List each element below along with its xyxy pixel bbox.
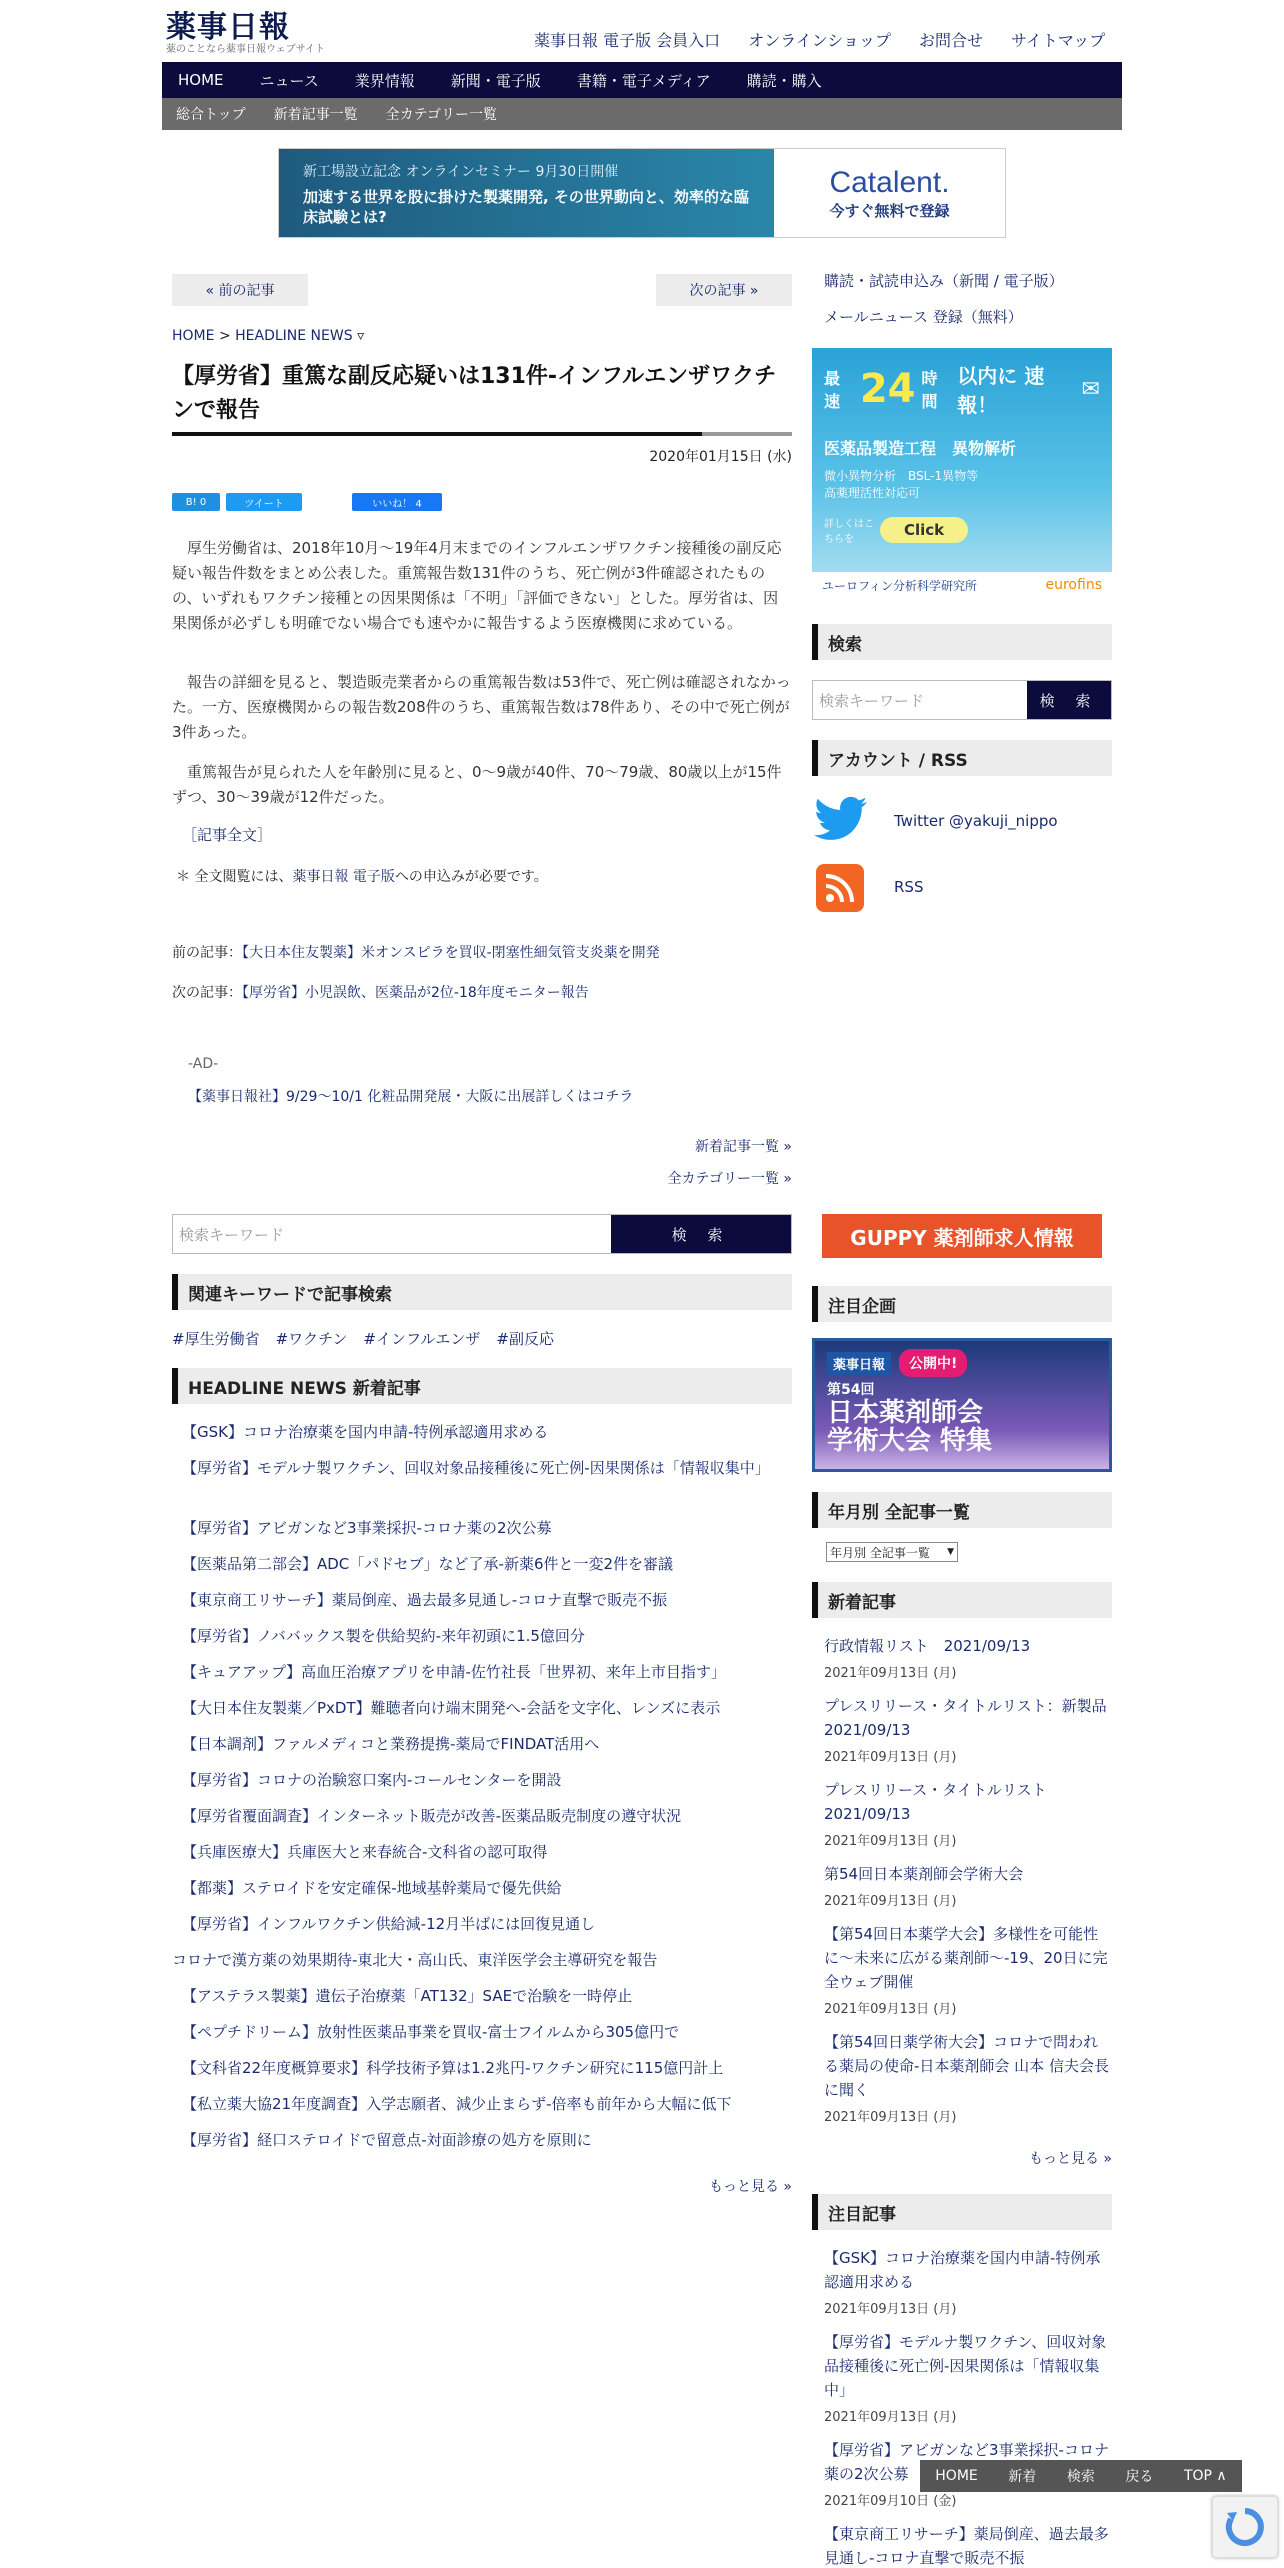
keyword-tags (172, 1328, 554, 1349)
breadcrumb-caret-icon[interactable]: ▿ (357, 328, 365, 344)
next-article-row (172, 982, 589, 1002)
side-search-button[interactable]: 検 索 (1027, 681, 1111, 719)
ad24-footer (812, 572, 1112, 598)
ad24-number: 24 (859, 366, 916, 412)
archive-heading: 年月別 全記事一覧 (812, 1492, 1112, 1528)
top-link-contact[interactable]: お問合せ (919, 31, 984, 50)
side-new-date: 2021年09月13日 (月) (824, 1894, 957, 1909)
article-paragraph-3: 重篤報告が見られた人を年齢別に見ると、0～9歳が40件、70～79歳、80歳以上が15件ずつ、30～39歳が12件だった。 (172, 763, 782, 806)
side-new-date: 2021年09月13日 (月) (824, 2002, 957, 2017)
nav-news[interactable]: ニュース (259, 71, 319, 90)
headline-item[interactable]: 【ペプチドリーム】放射性医薬品事業を買収-富士フイルムから305億円で (182, 2023, 680, 2041)
prev-article-button[interactable]: « 前の記事 (172, 274, 308, 306)
breadcrumb (172, 328, 364, 344)
ad24-click-pre: 詳しくはこちらを (824, 519, 874, 545)
headline-item[interactable]: 【都薬】ステロイドを安定確保-地域基幹薬局で優先供給 (182, 1879, 562, 1897)
side-pick-date: 2021年09月13日 (月) (824, 2410, 957, 2425)
headline-item[interactable]: 【厚労省】モデルナ製ワクチン、回収対象品接種後に死亡例-因果関係は「情報収集中」 (182, 1459, 770, 1477)
nav-home[interactable]: HOME (178, 71, 224, 89)
side-new-item[interactable]: プレスリリース・タイトルリスト：新製品 2021/09/13 (824, 1697, 1122, 1739)
headline-item[interactable]: 【厚労省覆面調査】インターネット販売が改善-医薬品販売制度の遵守状況 (182, 1807, 682, 1825)
nav-subscribe[interactable]: 購読・購入 (746, 71, 822, 90)
tweet-button[interactable]: ツイート (226, 493, 302, 511)
breadcrumb-category[interactable]: HEADLINE NEWS (235, 328, 353, 344)
recaptcha-icon (1213, 2497, 1277, 2557)
side-search-input[interactable]: 検索キーワード (819, 691, 925, 710)
side-new-item[interactable]: 行政情報リスト 2021/09/13 (824, 1637, 1031, 1655)
feature-ad-top (827, 1349, 1097, 1377)
twitter-icon[interactable] (814, 796, 868, 846)
side-new-date: 2021年09月13日 (月) (824, 2110, 957, 2125)
tag-side-effect[interactable]: #副反応 (496, 1330, 554, 1348)
article-title: 【厚労省】重篤な副反応疑いは131件-インフルエンザワクチンで報告 (172, 364, 777, 423)
recaptcha-badge[interactable] (1212, 2496, 1278, 2558)
banner-cta: 今すぐ無料で登録 (829, 201, 950, 220)
ad24-headline (824, 360, 1100, 418)
feature-ad-l3: 日本薬剤師会 (827, 1398, 984, 1428)
eurofins-ad[interactable] (812, 348, 1112, 598)
full-article-link[interactable]: ［記事全文］ (182, 826, 273, 844)
rss-icon[interactable] (816, 864, 864, 912)
tag-influenza[interactable]: #インフルエンザ (363, 1330, 481, 1348)
banner-line2: 加速する世界を股に掛けた製薬開発, その世界動向と、効率的な臨床試験とは? (303, 188, 749, 226)
side-new-item[interactable]: プレスリリース・タイトルリスト 2021/09/13 (824, 1781, 1062, 1823)
ad-label: -AD- (188, 1056, 219, 1072)
side-new-date: 2021年09月13日 (月) (824, 1750, 957, 1765)
side-search-form (812, 680, 1112, 720)
side-new-item[interactable]: 【第54回日本薬学大会】多様性を可能性に～未来に広がる薬剤師～-19、20日に完全ウェブ開催 (824, 1925, 1108, 1991)
headline-item[interactable]: コロナで漢方薬の効果期待-東北大・高山氏、東洋医学会主導研究を報告 (172, 1951, 658, 1969)
digital-edition-link[interactable]: 薬事日報 電子版 (292, 869, 395, 885)
archive-select[interactable] (826, 1542, 958, 1562)
headline-item[interactable]: 【私立薬大協21年度調査】入学志願者、減少止まらず-倍率も前年から大幅に低下 (182, 2095, 732, 2113)
seminar-banner[interactable] (278, 148, 1006, 238)
headline-item[interactable]: 【キュアアップ】高血圧治療アプリを申請-佐竹社長「世界初、来年上市目指す」 (182, 1663, 726, 1681)
banner-brand (774, 149, 1005, 237)
all-categories-link[interactable]: 全カテゴリー一覧 » (667, 1171, 792, 1187)
main-search-input[interactable]: 検索キーワード (179, 1225, 285, 1244)
feature-ad[interactable] (812, 1338, 1112, 1472)
feature-ad-l2: 第54回 (827, 1382, 875, 1398)
subnav-top[interactable]: 総合トップ (176, 107, 246, 123)
side-pick-item[interactable]: 【GSK】コロナ治療薬を国内申請-特例承認適用求める (824, 2249, 1101, 2291)
headline-item[interactable]: 【文科省22年度概算要求】科学技術予算は1.2兆円-ワクチン研究に115億円計上 (182, 2059, 724, 2077)
note-pre: ＊ 全文閲覧には、 (176, 869, 293, 885)
article-date: 2020年01月15日 (水) (649, 449, 792, 465)
main-search-form (172, 1214, 792, 1254)
headline-item[interactable]: 【兵庫医療大】兵庫医大と来春統合-文科省の認可取得 (182, 1843, 548, 1861)
ad-link[interactable]: 【薬事日報社】9/29～10/1 化粧品開発展・大阪に出展詳しくはコチラ (188, 1089, 634, 1105)
floating-nav-bar (920, 2460, 1242, 2492)
headline-more-link[interactable]: もっと見る » (708, 2179, 792, 2195)
headline-item[interactable]: 【日本調剤】ファルメディコと業務提携-薬局でFINDAT活用へ (182, 1735, 600, 1753)
envelope-icon: ✉ (1081, 376, 1100, 402)
side-new-item[interactable]: 【第54回日薬学術大会】コロナで問われる薬局の使命-日本薬剤師会 山本 信夫会長に聞く (824, 2033, 1109, 2099)
rss-link[interactable]: RSS (894, 878, 924, 896)
ad24-pre: 最速 (824, 369, 841, 411)
subscription-note (176, 866, 548, 886)
banner-text (279, 149, 774, 237)
feature-ad-badge: 公開中! (899, 1349, 967, 1377)
ad24-post: 以内に 速報！ (957, 364, 1045, 417)
banner-line1: 新工場設立記念 オンラインセミナー 9月30日開催 (303, 164, 619, 180)
headline-item[interactable]: 【GSK】コロナ治療薬を国内申請-特例承認適用求める (182, 1423, 549, 1441)
headline-news-heading: HEADLINE NEWS 新着記事 (172, 1368, 792, 1404)
side-pick-date: 2021年09月10日 (金) (824, 2494, 957, 2509)
feature-ad-l1: 薬事日報 (827, 1352, 891, 1375)
ad24-line1: 医薬品製造工程 異物解析 (824, 439, 1017, 458)
archive-select-value: 年月別 全記事一覧 (830, 1545, 930, 1560)
float-search[interactable]: 検索 (1066, 2469, 1095, 2485)
tag-vaccine[interactable]: #ワクチン (275, 1330, 348, 1348)
side-pick-item[interactable]: 【厚労省】アビガンなど3事業採択-コロナ薬の2次公募 (824, 2441, 1109, 2483)
account-rss-heading: アカウント / RSS (812, 740, 1112, 776)
next-label: 次の記事： (172, 985, 242, 1001)
article-paragraph-1: 厚生労働省は、2018年10月～19年4月末までのインフルエンザワクチン接種後の副反応疑い報告件数をまとめ公表した。重篤報告数131件のうち、死亡例が3件確認されたものの、いずれもワクチン接種との因果関係は「不明」「評価できない」とした。厚労省は、因果関係が必ずしも明確でない場合でも速やかに報告するよう医療機関に求めている。 (172, 539, 782, 632)
nav-books[interactable]: 書籍・電子メディア (576, 71, 711, 90)
hatena-bookmark-button[interactable]: B! 0 (172, 493, 220, 511)
headline-item[interactable]: 【厚労省】アビガンなど3事業採択-コロナ薬の2次公募 (182, 1519, 552, 1537)
ad24-unit: 時間 (921, 369, 938, 411)
next-article-button[interactable]: 次の記事 » (656, 274, 792, 306)
article-paragraph-2: 報告の詳細を見ると、製造販売業者からの重篤報告数は53件で、死亡例は確認されなかった。一方、医療機関からの報告数208件のうち、重篤報告数は78件あり、その中で死亡例が3件あった。 (172, 673, 791, 741)
side-pick-item[interactable]: 【東京商工リサーチ】薬局倒産、過去最多見通し-コロナ直撃で販売不振 (824, 2525, 1109, 2567)
site-logo[interactable]: 薬事日報 (166, 10, 290, 45)
ad24-click-button[interactable]: Click (880, 517, 968, 543)
headline-item[interactable]: 【厚労省】経口ステロイドで留意点-対面診療の処方を原則に (182, 2131, 592, 2149)
side-new-date: 2021年09月13日 (月) (824, 1666, 957, 1681)
prev-article-row (172, 942, 660, 962)
nav-industry[interactable]: 業界情報 (354, 71, 415, 90)
title-underline (172, 432, 792, 436)
main-nav (162, 62, 1122, 98)
ad24-company: ユーロフィン分析科学研究所 (822, 578, 978, 593)
side-new-more-link[interactable]: もっと見る » (1028, 2151, 1112, 2167)
note-post: への申込みが必要です。 (394, 869, 548, 885)
side-pick-date: 2021年09月13日 (月) (824, 2302, 957, 2317)
side-pick-item[interactable]: 【厚労省】モデルナ製ワクチン、回収対象品接種後に死亡例-因果関係は「情報収集中」 (824, 2333, 1107, 2399)
top-link-member[interactable]: 薬事日報 電子版 会員入口 (534, 31, 721, 50)
twitter-link[interactable]: Twitter @yakuji_nippo (894, 812, 1058, 830)
breadcrumb-home[interactable]: HOME (172, 328, 215, 344)
new-articles-link[interactable]: 新着記事一覧 » (694, 1139, 792, 1155)
headline-item[interactable]: 【アステラス製薬】遺伝子治療薬「AT132」SAEで治験を一時停止 (182, 1987, 633, 2005)
feature-heading: 注目企画 (812, 1286, 1112, 1322)
headline-item[interactable]: 【厚労省】コロナの治験窓口案内-コールセンターを開設 (182, 1771, 562, 1789)
headline-item[interactable]: 【医薬品第二部会】ADC「パドセブ」など了承-新薬6件と一変2件を審議 (182, 1555, 674, 1573)
subscribe-link[interactable]: 購読・試読申込み（新聞 / 電子版） (824, 272, 1064, 290)
side-new-item[interactable]: 第54回日本薬剤師会学術大会 (824, 1865, 1024, 1883)
feature-ad-l4: 学術大会 特集 (827, 1426, 993, 1456)
subnav-all[interactable]: 全カテゴリー一覧 (385, 107, 498, 123)
nav-paper[interactable]: 新聞・電子版 (450, 71, 541, 90)
catalent-logo: Catalent. (829, 165, 950, 199)
breadcrumb-separator: > (218, 328, 231, 344)
next-article-link[interactable]: 【厚労省】小児誤飲、医薬品が2位-18年度モニター報告 (242, 985, 589, 1001)
tag-mhlw[interactable]: #厚生労働省 (172, 1330, 260, 1348)
top-links (534, 28, 1105, 51)
headline-item[interactable]: 【厚労省】インフルワクチン供給減-12月半ばには回復見通し (182, 1915, 596, 1933)
float-new[interactable]: 新着 (1008, 2469, 1037, 2485)
site-tagline: 薬のことなら薬事日報ウェブサイト (166, 44, 325, 55)
related-keywords-heading: 関連キーワードで記事検索 (172, 1274, 792, 1310)
side-new-date: 2021年09月13日 (月) (824, 1834, 957, 1849)
headline-item[interactable]: 【大日本住友製薬／PxDT】難聴者向け端末開発へ-会話を文字化、レンズに表示 (182, 1699, 721, 1717)
top-link-shop[interactable]: オンラインショップ (748, 31, 891, 50)
headline-item[interactable]: 【東京商工リサーチ】薬局倒産、過去最多見通し-コロナ直撃で販売不振 (182, 1591, 668, 1609)
guppy-banner[interactable]: GUPPY 薬剤師求人情報 (822, 1214, 1102, 1258)
eurofins-logo: eurofins (1045, 577, 1102, 593)
prev-article-link[interactable]: 【大日本住友製薬】米オンスピラを買収-閉塞性細気管支炎薬を開発 (242, 945, 660, 961)
float-home[interactable]: HOME (935, 2468, 978, 2484)
chevron-down-icon: ▼ (947, 1547, 954, 1557)
search-heading: 検索 (812, 624, 1112, 660)
ad24-click-row (824, 515, 1100, 545)
new-articles-heading: 新着記事 (812, 1582, 1112, 1618)
prev-label: 前の記事： (172, 945, 242, 961)
pickup-heading: 注目記事 (812, 2194, 1112, 2230)
top-link-sitemap[interactable]: サイトマップ (1011, 31, 1106, 50)
mail-news-link[interactable]: メールニュース 登録（無料） (824, 308, 1023, 326)
facebook-like-button[interactable]: いいね！ 4 (352, 493, 442, 511)
subnav-new[interactable]: 新着記事一覧 (273, 107, 358, 123)
title-underline-accent (702, 432, 792, 436)
headline-item[interactable]: 【厚労省】ノババックス製を供給契約-来年初頭に1.5億回分 (182, 1627, 585, 1645)
ad24-line2: 微小異物分析 BSL-1異物等 (824, 469, 979, 483)
float-back[interactable]: 戻る (1125, 2469, 1154, 2485)
sub-nav (162, 98, 1122, 130)
main-search-button[interactable]: 検 索 (611, 1215, 791, 1253)
ad24-line3: 高薬理活性対応可 (824, 486, 921, 500)
float-top[interactable]: TOP ∧ (1183, 2468, 1227, 2484)
